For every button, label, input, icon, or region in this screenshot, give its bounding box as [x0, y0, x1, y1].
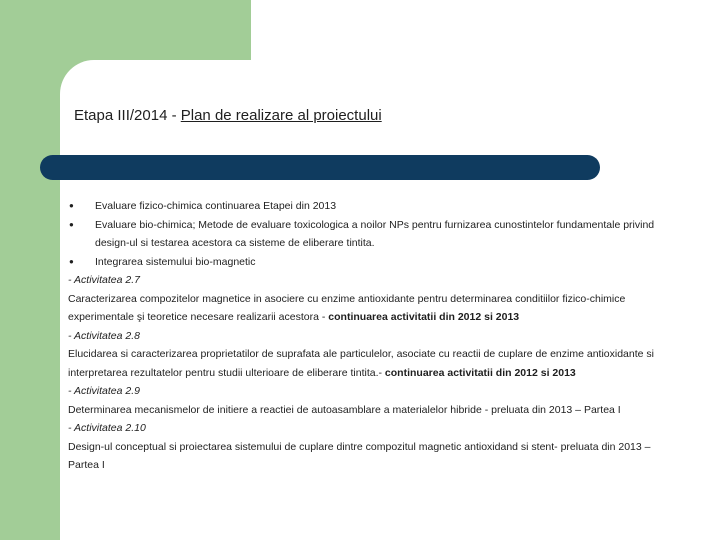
bullet-item — [68, 197, 668, 216]
bullet-text: Evaluare bio-chimica; Metode de evaluare toxicologica a noilor NPs pentru furnizarea cunostintelor fundamentale privind design-ul si testarea acestora ca sisteme de eliberare tintita. — [95, 218, 655, 249]
activity-text: Caracterizarea compozitelor magnetice in asociere cu enzime antioxidante pentru determinarea conditiilor fizico-chimice experimentale şi teoretice necesare realizarii acestora - — [68, 292, 626, 323]
activity-note: continuarea activitatii din 2012 si 2013 — [384, 366, 576, 379]
bullet-dot-icon: ● — [69, 201, 74, 210]
activity-description — [68, 345, 668, 382]
bullet-text: Evaluare fizico-chimica continuarea Etapei din 2013 — [95, 200, 337, 212]
title-prefix: Etapa III/2014 - — [74, 107, 181, 124]
bullet-dot-icon: ● — [69, 219, 74, 229]
activity-description — [68, 290, 668, 327]
bullet-text: Integrarea sistemului bio-magnetic — [95, 255, 256, 268]
activity-label: - Activitatea 2.7 — [68, 274, 140, 286]
title-main: Plan de realizare al proiectului — [180, 107, 382, 124]
activity-label: - Activitatea 2.8 — [68, 329, 140, 342]
bullet-dot-icon: ● — [69, 256, 74, 266]
title-divider-bar — [40, 155, 600, 180]
activity-label: - Activitatea 2.10 — [68, 422, 146, 434]
activity-label: - Activitatea 2.9 — [68, 385, 140, 397]
activity-text: Elucidarea si caracterizarea proprietatilor de suprafata ale particulelor, asociate cu reactii de cuplare de enzime antioxidante si interpretarea rezultatelor pentru studii ulterioare de eliberare tintita.- — [68, 348, 654, 379]
activity-description: Determinarea mecanismelor de initiere a reactiei de autoasamblare a materialelor hibride - preluata din 2013 – Partea I — [68, 403, 621, 416]
body-text — [68, 197, 668, 475]
activity-description: Design-ul conceptual si proiectarea sistemului de cuplare dintre compozitul magnetic antioxidand si stent- preluata din 2013 –Partea I — [68, 440, 651, 471]
activity-note: continuarea activitatii din 2012 si 2013 — [328, 311, 520, 323]
bullet-item — [68, 253, 668, 272]
page-title — [74, 107, 382, 124]
bullet-item — [68, 216, 668, 253]
